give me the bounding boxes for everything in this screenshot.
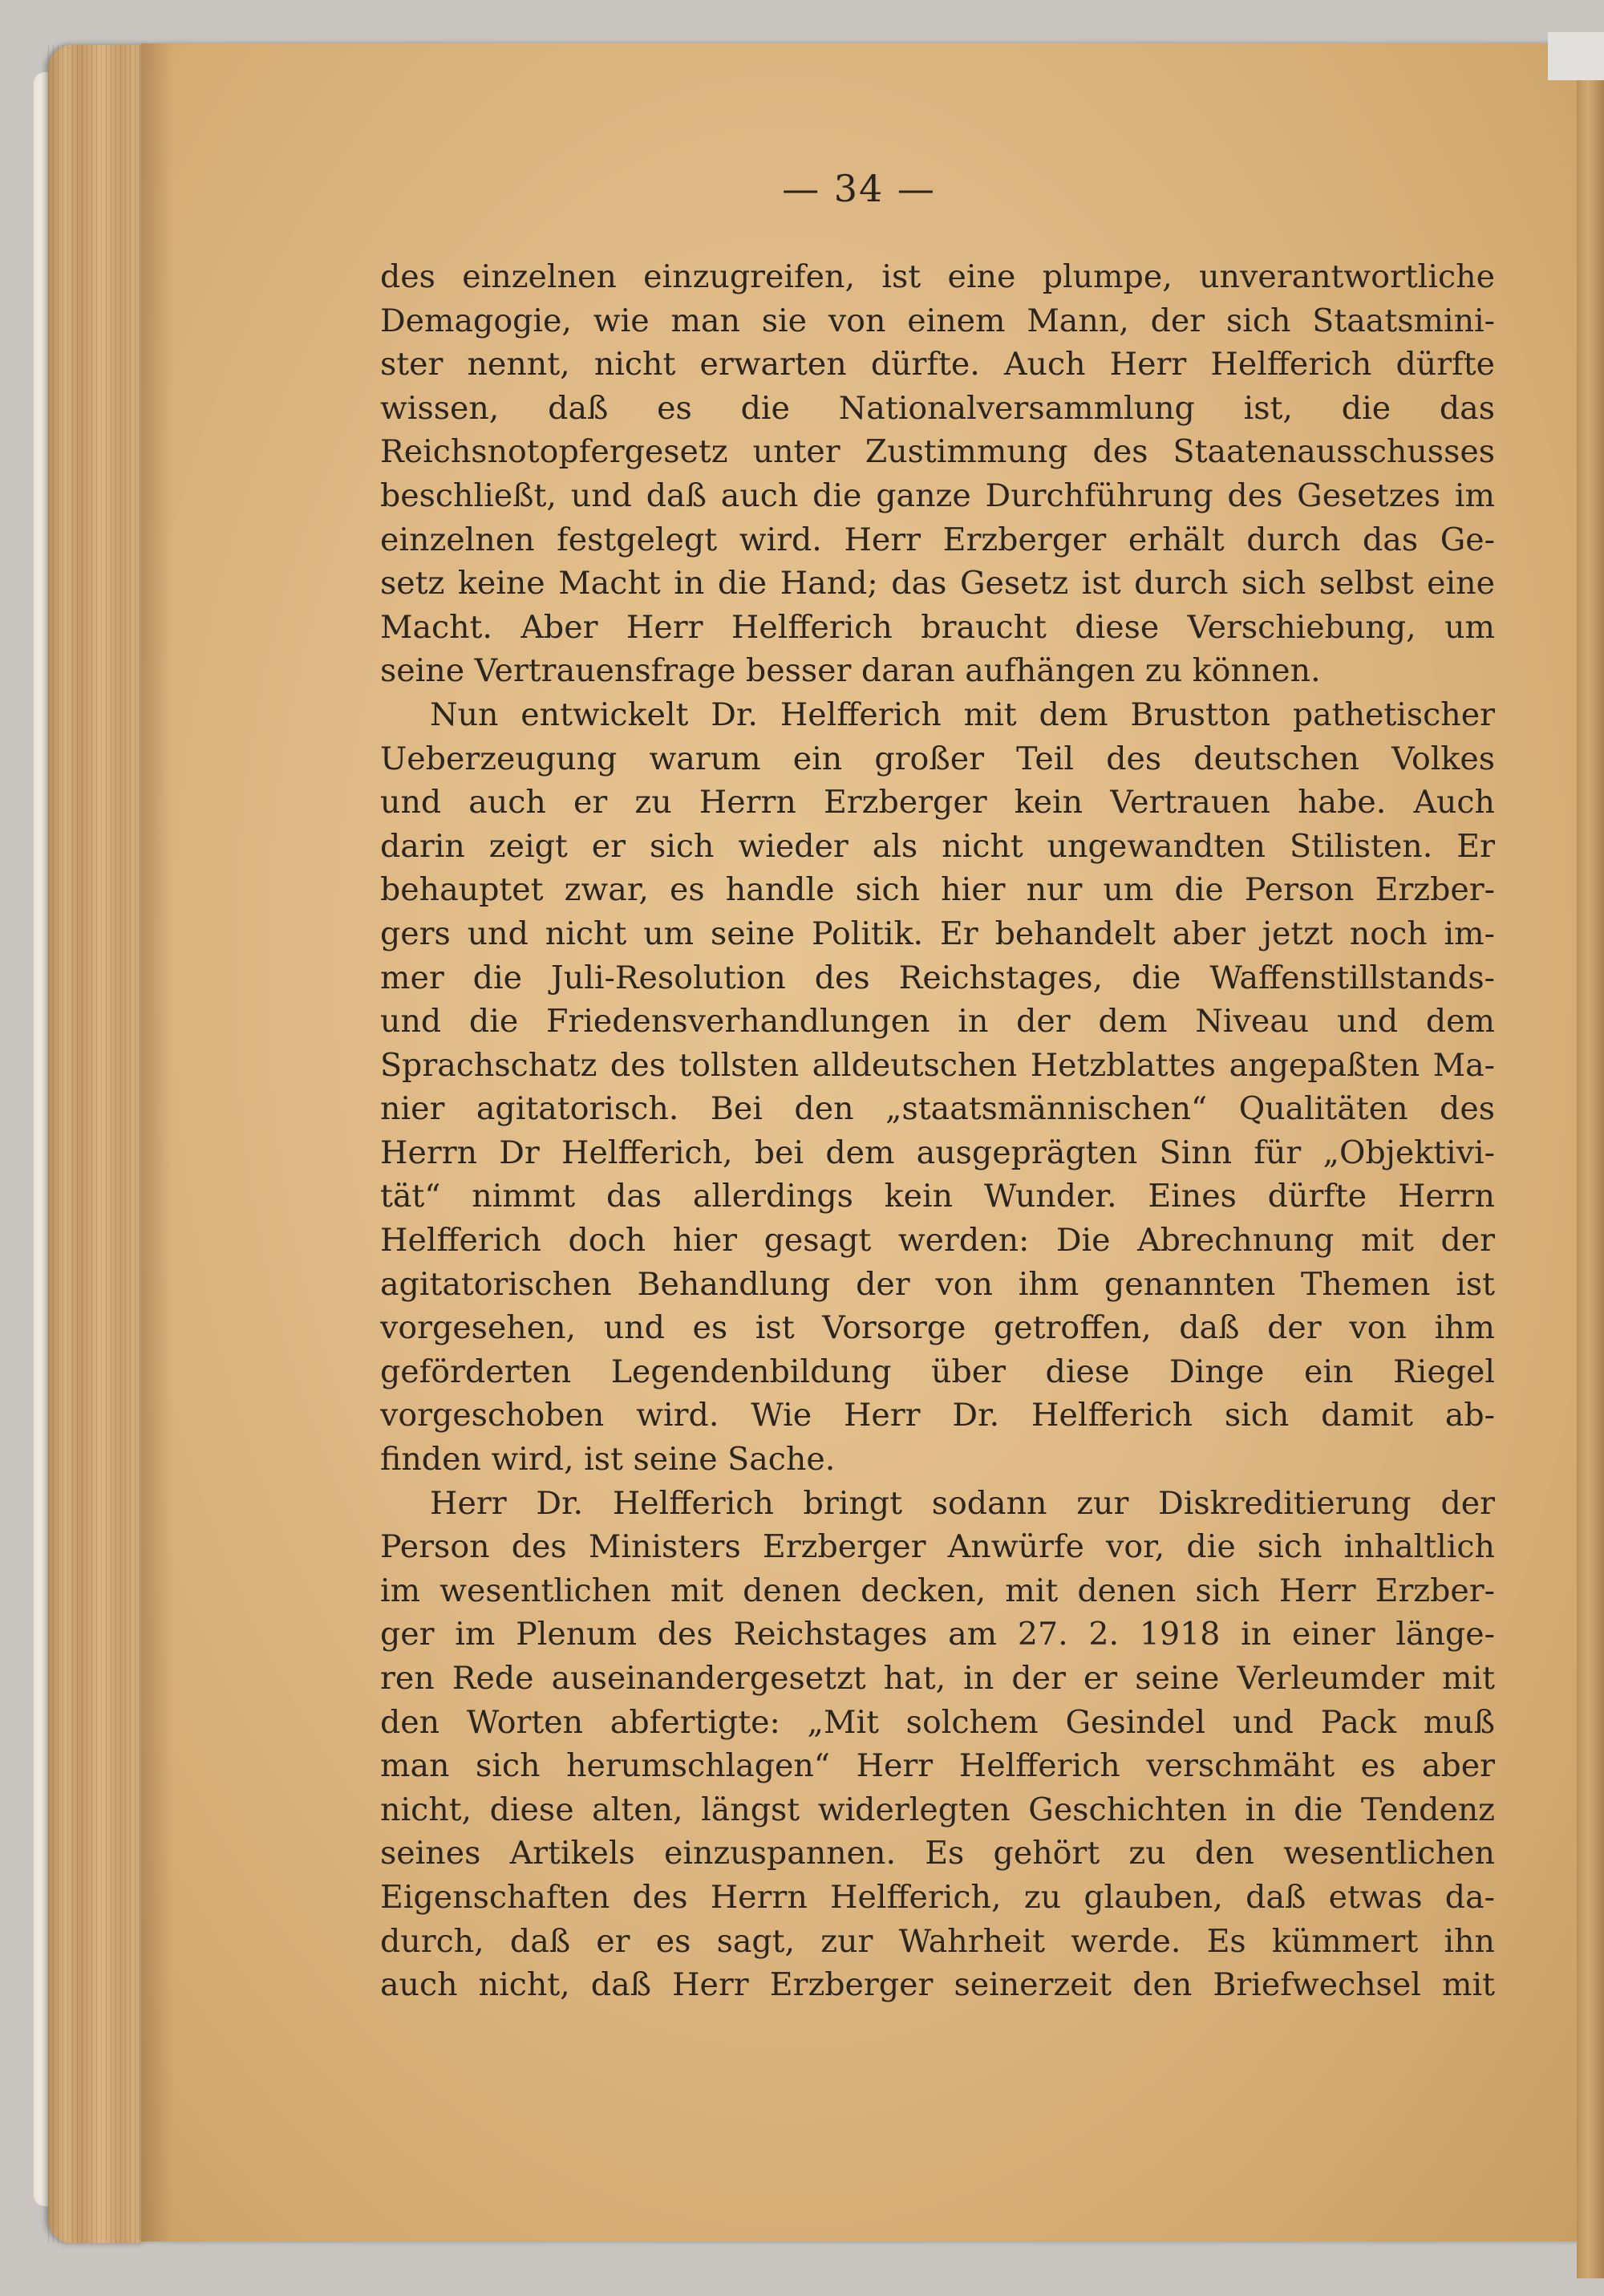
page-number: — 34 — bbox=[782, 167, 936, 210]
text-line: und auch er zu Herrn Erzberger kein Vertrauen habe. Auch bbox=[380, 784, 1495, 821]
text-line: nier agitatorisch. Bei den „staatsmännischen“ Qualitäten des bbox=[380, 1090, 1495, 1128]
text-line: im wesentlichen mit denen decken, mit denen sich Herr Erzber- bbox=[380, 1572, 1495, 1609]
text-line: darin zeigt er sich wieder als nicht ungewandten Stilisten. Er bbox=[380, 827, 1495, 865]
text-line: gers und nicht um seine Politik. Er behandelt aber jetzt noch im- bbox=[380, 915, 1495, 952]
text-line: Ueberzeugung warum ein großer Teil des deutschen Volkes bbox=[380, 740, 1495, 777]
text-line: setz keine Macht in die Hand; das Gesetz ist durch sich selbst eine bbox=[380, 565, 1495, 602]
text-line: ger im Plenum des Reichstages am 27. 2. 1918 in einer länge- bbox=[380, 1616, 1495, 1653]
text-line: ster nennt, nicht erwarten dürfte. Auch Herr Helfferich dürfte bbox=[380, 346, 1495, 383]
body-text bbox=[380, 255, 1495, 2007]
text-line: Herrn Dr Helfferich, bei dem ausgeprägten Sinn für „Objektivi- bbox=[380, 1134, 1495, 1171]
text-line: Person des Ministers Erzberger Anwürfe vor, die sich inhaltlich bbox=[380, 1528, 1495, 1566]
text-line: beschließt, und daß auch die ganze Durchführung des Gesetzes im bbox=[380, 477, 1495, 514]
text-line: des einzelnen einzugreifen, ist eine plumpe, unverantwortliche bbox=[380, 258, 1495, 295]
text-line: Reichsnotopfergesetz unter Zustimmung des Staatenausschusses bbox=[380, 433, 1495, 471]
text-line: Eigenschaften des Herrn Helfferich, zu glauben, daß etwas da- bbox=[380, 1878, 1495, 1916]
top-right-gap bbox=[1548, 32, 1604, 80]
text-line: Macht. Aber Herr Helfferich braucht diese Verschiebung, um bbox=[380, 608, 1495, 646]
text-line: auch nicht, daß Herr Erzberger seinerzeit den Briefwechsel mit bbox=[380, 1966, 1495, 2004]
text-line: vorgeschoben wird. Wie Herr Dr. Helfferich sich damit ab- bbox=[380, 1397, 1495, 1434]
text-line: finden wird, ist seine Sache. bbox=[380, 1441, 836, 1479]
text-line: seine Vertrauensfrage besser daran aufhängen zu können. bbox=[380, 652, 1321, 690]
text-line: Herr Dr. Helfferich bringt sodann zur Diskreditierung der bbox=[430, 1484, 1495, 1522]
text-line: geförderten Legendenbildung über diese Dinge ein Riegel bbox=[380, 1353, 1495, 1390]
text-line: tät“ nimmt das allerdings kein Wunder. Eines dürfte Herrn bbox=[380, 1178, 1495, 1215]
text-line: wissen, daß es die Nationalversammlung ist, die das bbox=[380, 389, 1495, 427]
text-line: Nun entwickelt Dr. Helfferich mit dem Brustton pathetischer bbox=[430, 696, 1495, 733]
text-line: seines Artikels einzuspannen. Es gehört zu den wesentlichen bbox=[380, 1835, 1495, 1872]
text-line: behauptet zwar, es handle sich hier nur um die Person Erzber- bbox=[380, 871, 1495, 909]
text-line: Demagogie, wie man sie von einem Mann, der sich Staatsmini- bbox=[380, 302, 1495, 339]
text-line: agitatorischen Behandlung der von ihm genannten Themen ist bbox=[380, 1265, 1495, 1303]
text-line: mer die Juli-Resolution des Reichstages, die Waffenstillstands- bbox=[380, 959, 1495, 996]
text-line: und die Friedensverhandlungen in der dem Niveau und dem bbox=[380, 1003, 1495, 1041]
text-line: Sprachschatz des tollsten alldeutschen Hetzblattes angepaßten Ma- bbox=[380, 1046, 1495, 1084]
text-line: einzelnen festgelegt wird. Herr Erzberger erhält durch das Ge- bbox=[380, 521, 1495, 558]
text-line: vorgesehen, und es ist Vorsorge getroffen, daß der von ihm bbox=[380, 1309, 1495, 1347]
right-page-edge bbox=[1577, 32, 1604, 2278]
page-stack-edge bbox=[48, 45, 144, 2243]
text-line: man sich herumschlagen“ Herr Helfferich verschmäht es aber bbox=[380, 1747, 1495, 1785]
text-line: ren Rede auseinandergesetzt hat, in der er seine Verleumder mit bbox=[380, 1660, 1495, 1697]
text-line: den Worten abfertigte: „Mit solchem Gesindel und Pack muß bbox=[380, 1703, 1495, 1741]
text-line: Helfferich doch hier gesagt werden: Die Abrechnung mit der bbox=[380, 1222, 1495, 1260]
text-line: nicht, diese alten, längst widerlegten Geschichten in die Tendenz bbox=[380, 1791, 1495, 1828]
text-line: durch, daß er es sagt, zur Wahrheit werde. Es kümmert ihn bbox=[380, 1922, 1495, 1960]
